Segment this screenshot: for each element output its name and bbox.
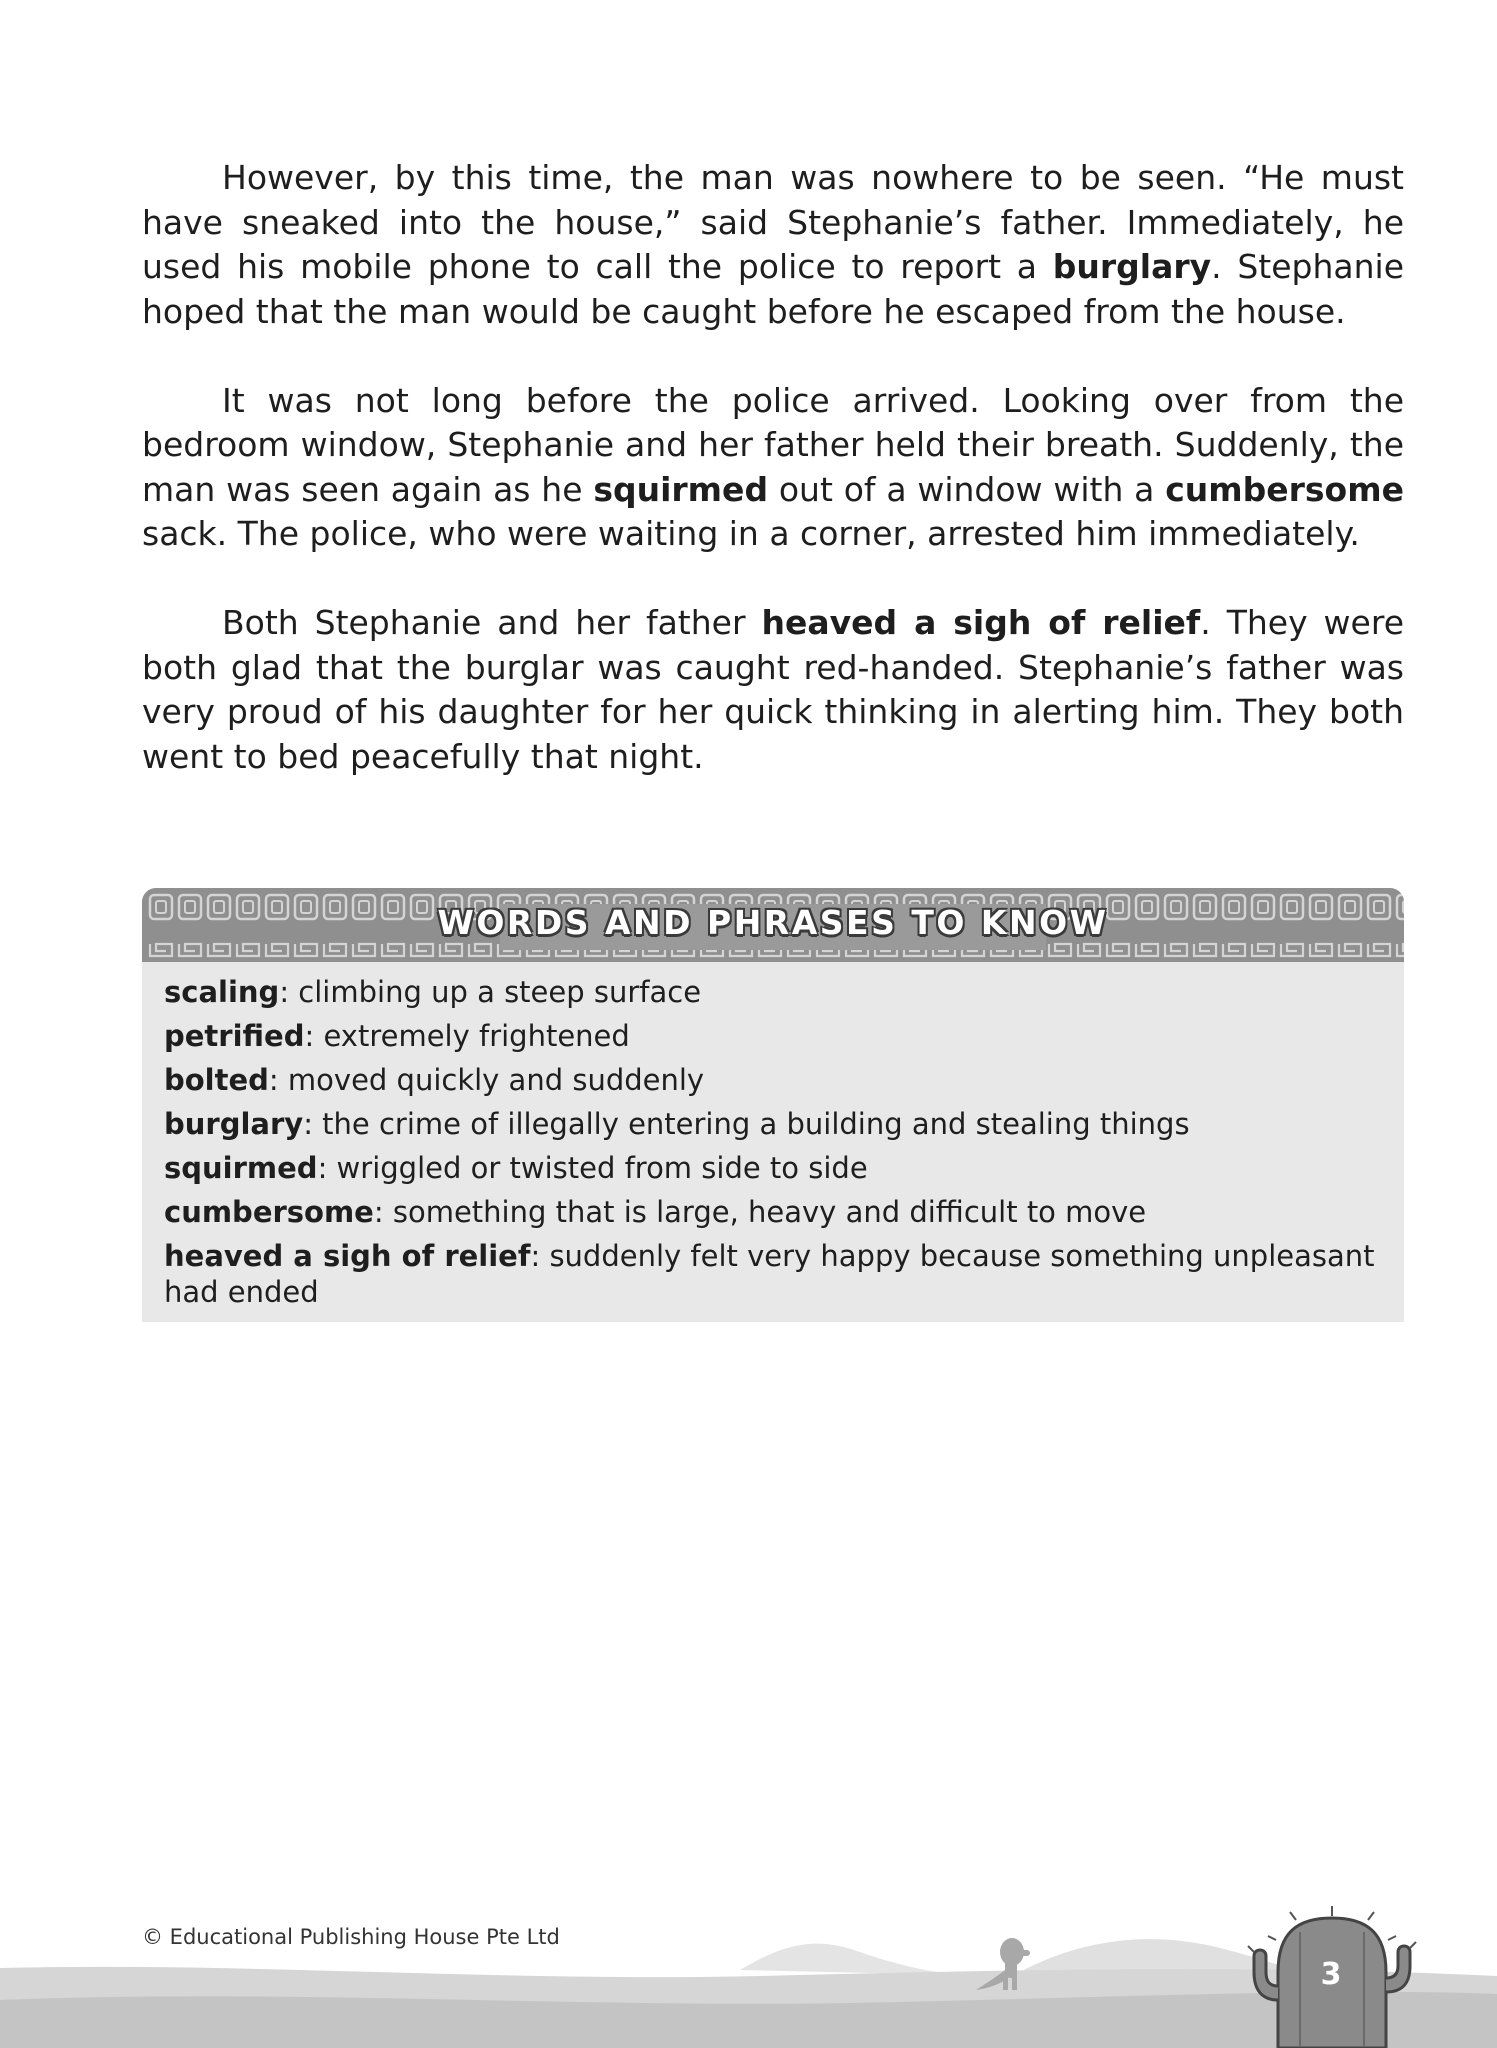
vocab-item: cumbersome: something that is large, heavy and difficult to move (164, 1195, 1147, 1229)
vocab-item: bolted: moved quickly and suddenly (164, 1063, 705, 1097)
text-run: However, by this time, the man was nowhere to be seen. “He must have sneaked into the house,” said Stephanie’s father. Immediately, he used his mobile phone to call the police to report a (142, 158, 1404, 286)
vocab-highlight: squirmed (593, 469, 769, 509)
vocab-highlight: cumbersome (1165, 469, 1404, 509)
story-text (142, 156, 1404, 824)
text-run: . They were both glad that the burglar was caught red-handed. Stephanie’s father was very proud of his daughter for her quick thinking in alerting him. They both went to bed peacefully that night. (142, 603, 1404, 776)
text-run: It was not long before the police arrived. Looking over from the bedroom window, Stephanie and her father held their breath. Suddenly, the man was seen again as he (142, 380, 1404, 509)
text-run: Both Stephanie and her father (222, 603, 762, 642)
page-number: 3 (1320, 1957, 1342, 1992)
text-run: out of a window with a (768, 469, 1166, 509)
vocabulary-header (142, 888, 1404, 962)
vocabulary-list (164, 970, 1384, 1310)
vocab-item: burglary: the crime of illegally entering a building and stealing things (164, 1107, 1190, 1141)
vocab-item: scaling: climbing up a steep surface (164, 975, 702, 1009)
vocab-item: heaved a sigh of relief: suddenly felt very happy because something unpleasant had ended (164, 1239, 1375, 1309)
story-paragraph-3 (142, 601, 1404, 779)
footer-landscape (0, 1860, 1497, 2048)
vocab-item: petrified: extremely frightened (164, 1019, 630, 1053)
text-run: sack. The police, who were waiting in a corner, arrested him immediately. (142, 514, 1360, 553)
vocab-item: squirmed: wriggled or twisted from side to side (164, 1151, 868, 1185)
vocab-highlight: burglary (1052, 247, 1212, 286)
vocab-highlight: heaved a sigh of relief (761, 603, 1201, 642)
distant-dune (740, 1944, 960, 1975)
vocabulary-title: WORDS AND PHRASES TO KNOW (437, 903, 1109, 942)
text-run: . Stephanie hoped that the man would be caught before he escaped from the house. (142, 247, 1405, 331)
copyright-notice: © Educational Publishing House Pte Ltd (142, 1925, 560, 1949)
vocabulary-box (142, 888, 1404, 1322)
story-paragraph-2 (142, 379, 1404, 557)
story-paragraph-1 (142, 156, 1404, 334)
